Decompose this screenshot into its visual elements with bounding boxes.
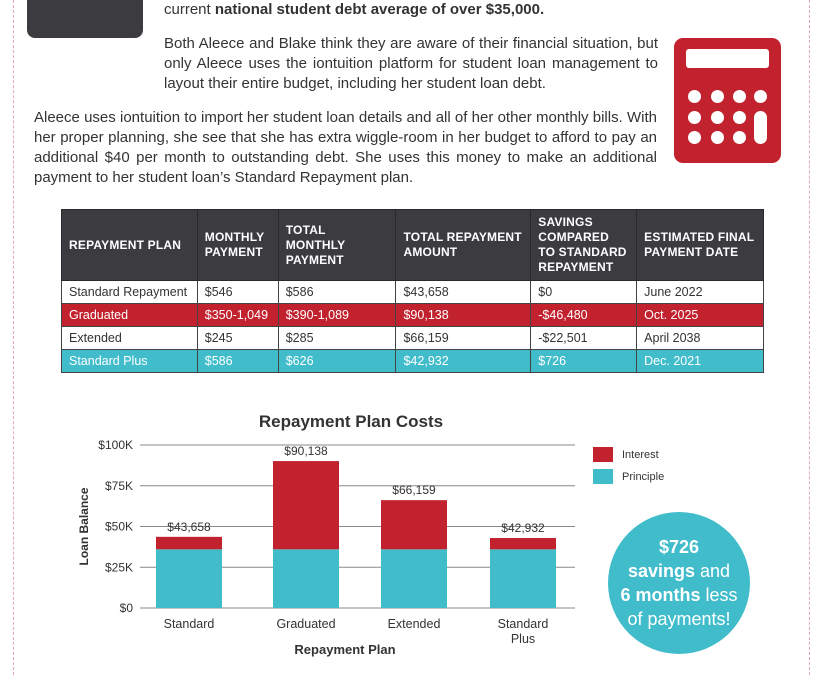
table-cell: $626 <box>278 350 396 373</box>
table-cell: June 2022 <box>637 281 764 304</box>
x-tick-label: Extended <box>387 617 441 631</box>
table-cell: $245 <box>197 327 278 350</box>
table-cell: Standard Plus <box>62 350 198 373</box>
table-row <box>62 350 764 373</box>
table-cell: Standard Repayment <box>62 281 198 304</box>
header-monthly: MONTHLY PAYMENT <box>197 210 278 281</box>
table-cell: -$22,501 <box>531 327 637 350</box>
table-cell: $43,658 <box>396 281 531 304</box>
calculator-key <box>688 111 701 124</box>
calculator-key <box>733 131 746 144</box>
callout-line-savings <box>628 559 730 583</box>
callout-line-payments: of payments! <box>627 609 731 629</box>
bar-total-label: $42,932 <box>501 521 545 536</box>
table-cell: $285 <box>278 327 396 350</box>
calculator-screen <box>686 49 769 68</box>
legend-label-interest: Interest <box>622 449 659 461</box>
y-tick-label: $75K <box>104 478 133 493</box>
x-tick-label: Graduated <box>276 617 336 631</box>
table-cell: $90,138 <box>396 304 531 327</box>
calculator-key <box>688 90 701 103</box>
calculator-key <box>688 131 701 144</box>
repayment-cost-chart <box>70 405 680 667</box>
x-tick-label: Plus <box>510 632 536 646</box>
header-final-date: ESTIMATED FINAL PAYMENT DATE <box>637 210 764 281</box>
table-cell: $0 <box>531 281 637 304</box>
bar-principle <box>156 549 222 608</box>
table-cell: Oct. 2025 <box>637 304 764 327</box>
calculator-icon <box>674 38 781 163</box>
intro-line-prefix: current <box>164 1 215 18</box>
y-axis-label: Loan Balance <box>77 487 91 566</box>
table-header-row <box>62 210 764 281</box>
table-row <box>62 281 764 304</box>
x-tick-label: Standard <box>163 617 215 631</box>
y-tick-label: $100K <box>98 438 133 452</box>
calculator-key <box>754 90 767 103</box>
callout-amount: $726 <box>658 537 700 557</box>
header-graphic <box>27 0 143 38</box>
callout-months-bold: 6 months <box>620 585 701 605</box>
bar-interest <box>273 461 339 549</box>
table-cell: $350-1,049 <box>197 304 278 327</box>
bar-interest <box>156 537 222 549</box>
table-cell: $42,932 <box>396 350 531 373</box>
calculator-key <box>733 111 746 124</box>
legend-swatch-interest <box>593 447 613 462</box>
repayment-table <box>61 209 764 373</box>
chart-title: Repayment Plan Costs <box>258 412 444 431</box>
table-row <box>62 327 764 350</box>
intro-line <box>164 0 664 19</box>
table-cell: Dec. 2021 <box>637 350 764 373</box>
callout-savings-rest: and <box>695 561 731 581</box>
calculator-key <box>711 131 724 144</box>
bar-interest <box>381 500 447 549</box>
table-cell: Graduated <box>62 304 198 327</box>
header-total-monthly: TOTAL MONTHLY PAYMENT <box>278 210 396 281</box>
table-cell: $586 <box>197 350 278 373</box>
table-row <box>62 304 764 327</box>
bar-total-label: $43,658 <box>167 519 211 534</box>
legend-label-principle: Principle <box>622 471 665 483</box>
bar-principle <box>381 549 447 608</box>
calculator-key <box>711 111 724 124</box>
bar-principle <box>273 549 339 608</box>
bar-interest <box>490 538 556 549</box>
callout-line-months <box>620 583 737 607</box>
header-total-repayment: TOTAL REPAYMENT AMOUNT <box>396 210 531 281</box>
main-paragraph: Aleece uses iontuition to import her student loan details and all of her other monthly bills. With her proper planning, she see that she has extra wiggle-room in her budget to afford to pay an additional $40 per month to outstanding debt. She uses this money to make an additional payment to her student loan’s Standard Repayment plan. <box>34 109 657 186</box>
callout-months-rest: less <box>700 585 738 605</box>
bar-total-label: $66,159 <box>392 483 436 498</box>
legend-swatch-principle <box>593 469 613 484</box>
table-cell: Extended <box>62 327 198 350</box>
x-tick-label: Standard <box>497 617 549 631</box>
y-tick-label: $50K <box>104 519 133 534</box>
callout-savings-bold: savings <box>627 561 695 581</box>
table-cell: April 2038 <box>637 327 764 350</box>
bar-principle <box>490 549 556 608</box>
calculator-key-tall <box>754 111 767 144</box>
intro-line-bold: national student debt average of over $35,000. <box>214 1 545 18</box>
table-cell: $726 <box>531 350 637 373</box>
bar-total-label: $90,138 <box>284 444 328 459</box>
table-cell: $546 <box>197 281 278 304</box>
table-cell: $66,159 <box>396 327 531 350</box>
table-cell: $390-1,089 <box>278 304 396 327</box>
y-tick-label: $0 <box>119 601 133 615</box>
header-savings: SAVINGS COMPARED TO STANDARD REPAYMENT <box>531 210 637 281</box>
savings-callout <box>608 512 750 654</box>
header-plan: REPAYMENT PLAN <box>62 210 198 281</box>
intro-paragraph: Both Aleece and Blake think they are aware of their financial situation, but only Aleece uses the iontuition platform for student loan management to layout their entire budget, including her student loan debt. <box>164 35 658 92</box>
x-axis-label: Repayment Plan <box>294 642 396 657</box>
y-tick-label: $25K <box>104 560 133 575</box>
page-border-left <box>13 0 14 675</box>
calculator-key <box>711 90 724 103</box>
calculator-key <box>733 90 746 103</box>
page-border-right <box>809 0 810 675</box>
table-cell: $586 <box>278 281 396 304</box>
table-cell: -$46,480 <box>531 304 637 327</box>
